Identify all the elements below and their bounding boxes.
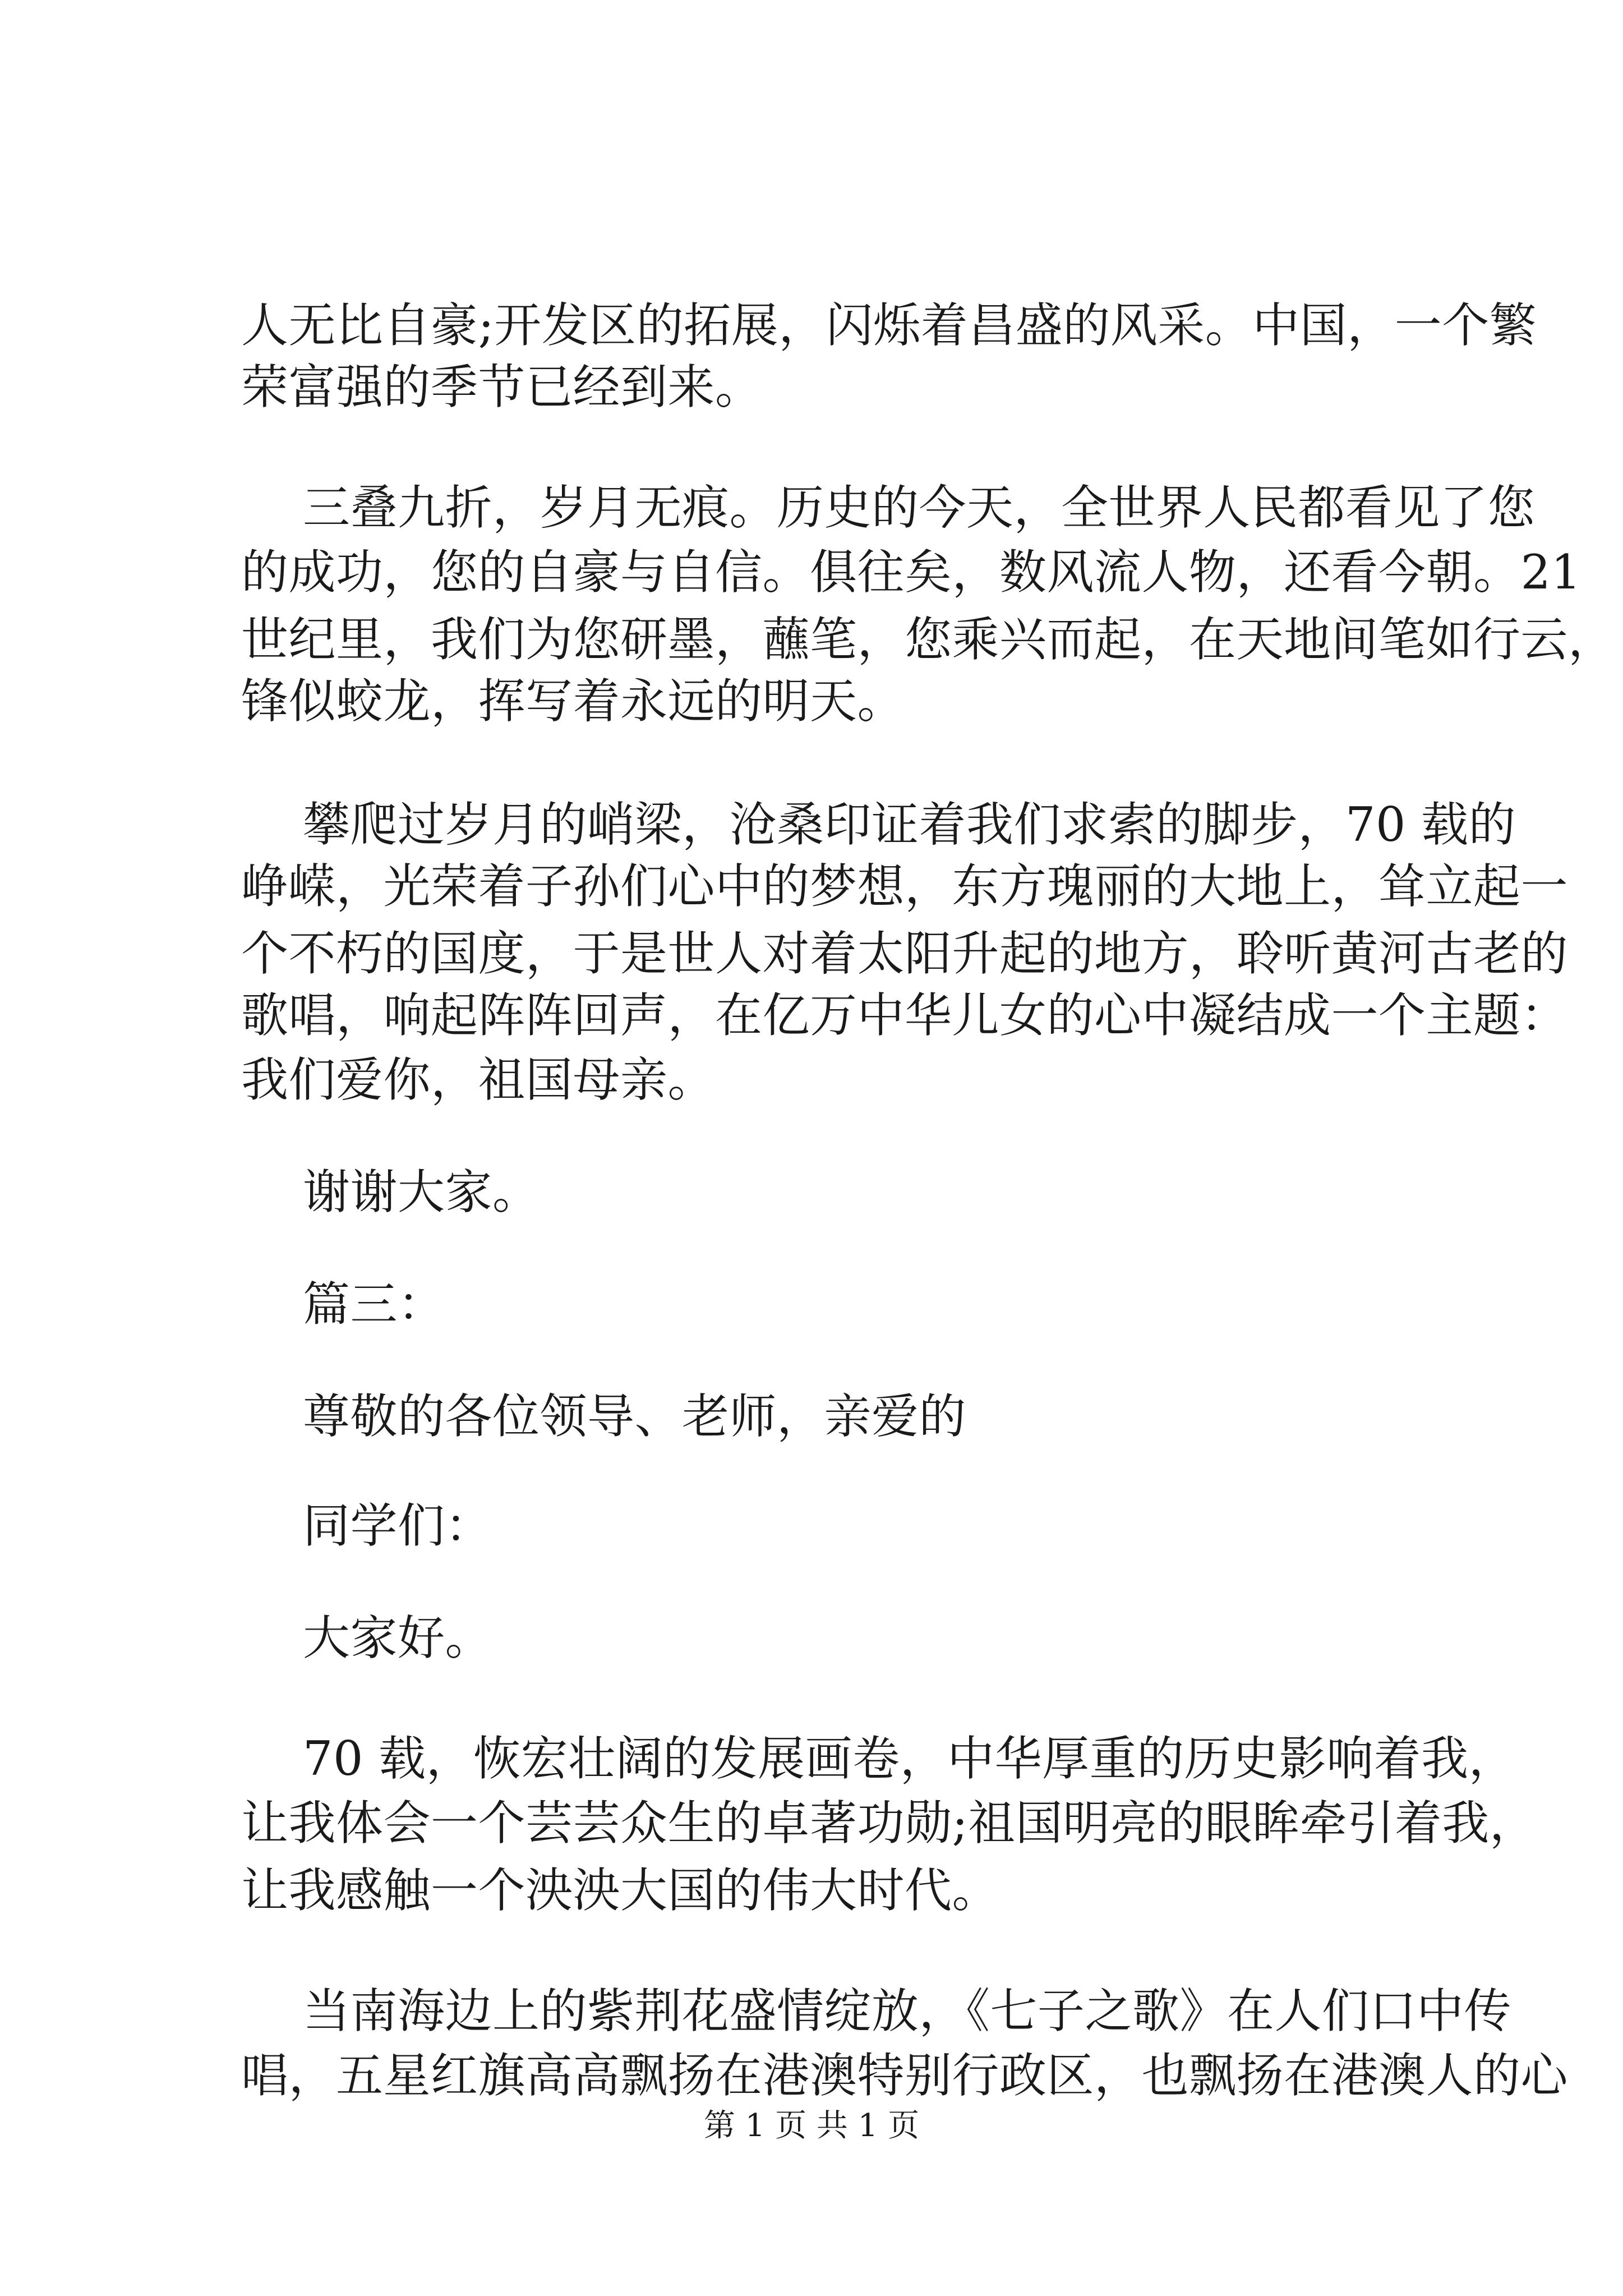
text-line: 让我感触一个泱泱大国的伟大时代。	[241, 1863, 1000, 1918]
text-line: 攀爬过岁月的峭梁，沧桑印证着我们求索的脚步，70 载的	[303, 797, 1516, 852]
text-line: 荣富强的季节已经到来。	[241, 360, 763, 415]
text-line: 人无比自豪;开发区的拓展，闪烁着昌盛的风采。中国，一个繁	[241, 298, 1537, 353]
text-line: 歌唱，响起阵阵回声，在亿万中华儿女的心中凝结成一个主题：	[241, 988, 1569, 1043]
section-heading: 篇三：	[303, 1277, 445, 1332]
text-line: 让我体会一个芸芸众生的卓著功勋;祖国明亮的眼眸牵引着我，	[241, 1796, 1537, 1851]
page-footer: 第 1 页 共 1 页	[703, 2108, 920, 2144]
text-line: 尊敬的各位领导、老师，亲爱的	[303, 1389, 967, 1444]
text-line: 当南海边上的紫荆花盛情绽放，《七子之歌》在人们口中传	[303, 1984, 1512, 2039]
text-line: 锋似蛟龙，挥写着永远的明天。	[241, 674, 905, 729]
text-line: 70 载，恢宏壮阔的发展画卷，中华厚重的历史影响着我，	[303, 1731, 1516, 1786]
text-line: 大家好。	[303, 1611, 493, 1665]
text-line: 世纪里，我们为您研墨，蘸笔，您乘兴而起，在天地间笔如行云，	[241, 612, 1616, 667]
text-line: 峥嵘，光荣着子孙们心中的梦想，东方瑰丽的大地上，耸立起一	[241, 859, 1569, 914]
text-line: 个不朽的国度，于是世人对着太阳升起的地方，聆听黄河古老的	[241, 926, 1569, 981]
text-line: 的成功，您的自豪与自信。俱往矣，数风流人物，还看今朝。21	[241, 545, 1581, 600]
text-line: 三叠九折，岁月无痕。历史的今天，全世界人民都看见了您	[303, 480, 1536, 535]
text-line: 我们爱你，祖国母亲。	[241, 1052, 716, 1107]
text-line: 谢谢大家。	[303, 1165, 540, 1220]
text-line: 同学们：	[303, 1498, 493, 1553]
text-line: 唱，五星红旗高高飘扬在港澳特别行政区，也飘扬在港澳人的心	[241, 2048, 1569, 2103]
